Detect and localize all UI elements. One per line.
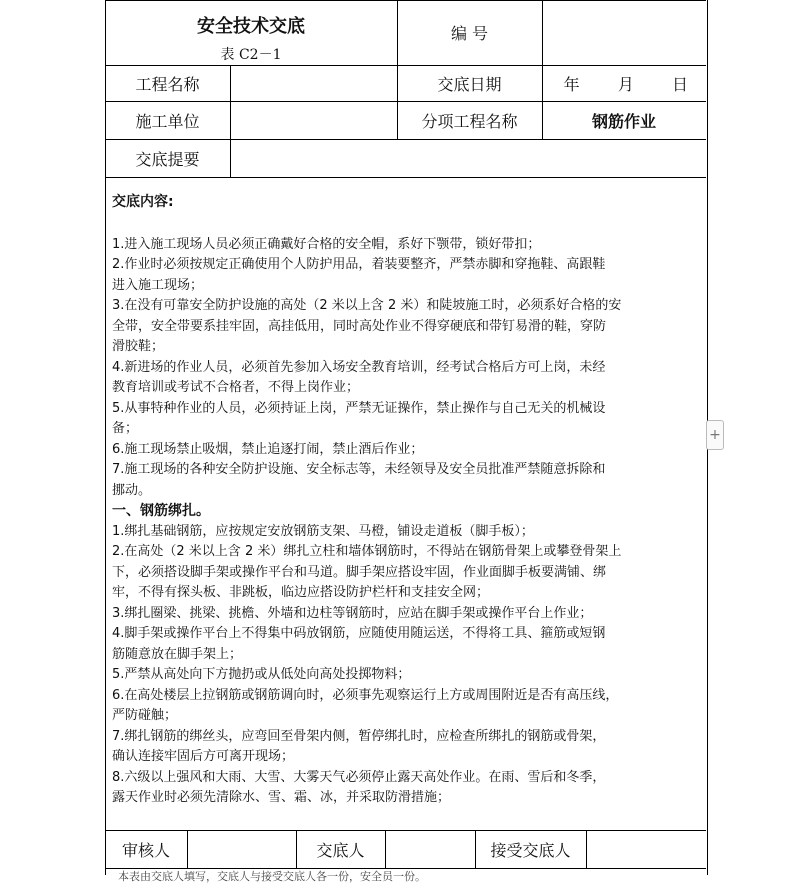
rebar-rules (112, 522, 702, 809)
general-rules (112, 235, 702, 502)
content-heading: 交底内容: (112, 194, 174, 210)
footer-note: 本表由交底人填写，交底人与接受交底人各一份，安全员一份。 (118, 870, 426, 883)
project-name-label: 工程名称 (135, 74, 200, 94)
rule-line: 3.绑扎圈梁、挑梁、挑檐、外墙和边柱等钢筋时，应站在脚手架或操作平台上作业； (112, 605, 593, 621)
rule-line: 6.施工现场禁止吸烟，禁止追逐打闹，禁止酒后作业； (112, 441, 424, 457)
rule-line: 3.在没有可靠安全防护设施的高处（2 米以上含 2 米）和陡坡施工时，必须系好合格的安 (112, 298, 622, 313)
unit-label: 施工单位 (135, 111, 200, 131)
rule (105, 177, 706, 178)
summary-label: 交底提要 (135, 149, 200, 169)
rule-line: 8.六级以上强风和大雨、大雪、大雾天气必须停止露天高处作业。在雨、雪后和冬季， (112, 769, 606, 785)
date-label: 交底日期 (437, 74, 502, 94)
discloser-label: 交底人 (316, 840, 365, 860)
date-value[interactable]: 年 月 日 (563, 74, 688, 94)
reviewer-label: 审核人 (121, 840, 170, 860)
rule-line: 2.在高处（2 米以上含 2 米）绑扎立柱和墙体钢筋时，不得站在钢筋骨架上或攀登骨架上 (112, 544, 622, 559)
rule-line: 1.绑扎基础钢筋，应按规定安放钢筋支架、马橙，铺设走道板（脚手板）； (112, 523, 534, 539)
rule-line: 4.脚手架或操作平台上不得集中码放钢筋，应随使用随运送，不得将工具、箍筋或短钢 (112, 626, 606, 641)
rule-line: 5.严禁从高处向下方抛扔或从低处向高处投掷物料； (112, 667, 411, 682)
rule-line: 确认连接牢固后方可离开现场； (112, 749, 295, 764)
subproject-label: 分项工程名称 (421, 111, 518, 131)
reviewer-value[interactable] (187, 830, 296, 868)
receiver-label: 接受交底人 (490, 840, 571, 860)
subproject-value[interactable]: 钢筋作业 (591, 111, 656, 131)
rule-line: 露天作业时必须先清除水、雪、霜、冰，并采取防滑措施； (112, 790, 451, 805)
rule-line: 教育培训或考试不合格者，不得上岗作业； (112, 380, 360, 395)
document-title: 安全技术交底 (197, 16, 305, 37)
rule-line: 6.在高处楼层上拉钢筋或钢筋调向时，必须事先观察运行上方或周围附近是否有高压线， (112, 687, 619, 703)
rule-line: 4.新进场的作业人员，必须首先参加入场安全教育培训，经考试合格后方可上岗，未经 (112, 359, 606, 375)
rule-line: 进入施工现场； (112, 277, 204, 293)
rule-line: 全带，安全带要系挂牢固，高挂低用，同时高处作业不得穿硬底和带钉易滑的鞋，穿防 (112, 318, 607, 334)
rule-line: 1.进入施工现场人员必须正确戴好合格的安全帽，系好下颚带，锁好带扣； (112, 236, 541, 252)
summary-value[interactable] (230, 139, 706, 177)
disclosure-content (112, 192, 702, 809)
expand-button[interactable]: + (706, 420, 724, 450)
project-name-value[interactable] (230, 65, 397, 101)
rule-line: 挪动。 (112, 482, 152, 498)
rule-line: 2.作业时必须按规定正确使用个人防护用品，着装要整齐，严禁赤脚和穿拖鞋、高跟鞋 (112, 257, 606, 272)
rule-line: 7.施工现场的各种安全防护设施、安全标志等，未经领导及安全员批准严禁随意拆除和 (112, 462, 606, 477)
unit-value[interactable] (230, 101, 397, 139)
number-value[interactable] (542, 0, 706, 65)
rule-line: 5.从事特种作业的人员，必须持证上岗，严禁无证操作，禁止操作与自己无关的机械设 (112, 400, 606, 416)
rule-line: 备； (112, 421, 139, 436)
rule-line: 牢，不得有探头板、非跳板，临边应搭设防护栏杆和支挂安全网； (112, 585, 490, 600)
rule-line: 7.绑扎钢筋的绑丝头，应弯回至骨架内侧，暂停绑扎时，应检查所绑扎的钢筋或骨架， (112, 728, 606, 744)
receiver-value[interactable] (586, 830, 706, 868)
form-number: 表 C2－1 (220, 47, 282, 63)
rule-line: 滑胶鞋； (112, 339, 165, 354)
discloser-value[interactable] (385, 830, 475, 868)
title-block (105, 0, 397, 65)
number-label: 编 号 (450, 24, 489, 43)
rule-line: 下，必须搭设脚手架或操作平台和马道。脚手架应搭设牢固，作业面脚手板要满铺、绑 (112, 564, 607, 580)
rule-line: 筋随意放在脚手架上； (112, 646, 243, 662)
rule-line: 严防碰触； (112, 708, 178, 723)
section-title: 一、钢筋绑扎。 (112, 503, 210, 519)
